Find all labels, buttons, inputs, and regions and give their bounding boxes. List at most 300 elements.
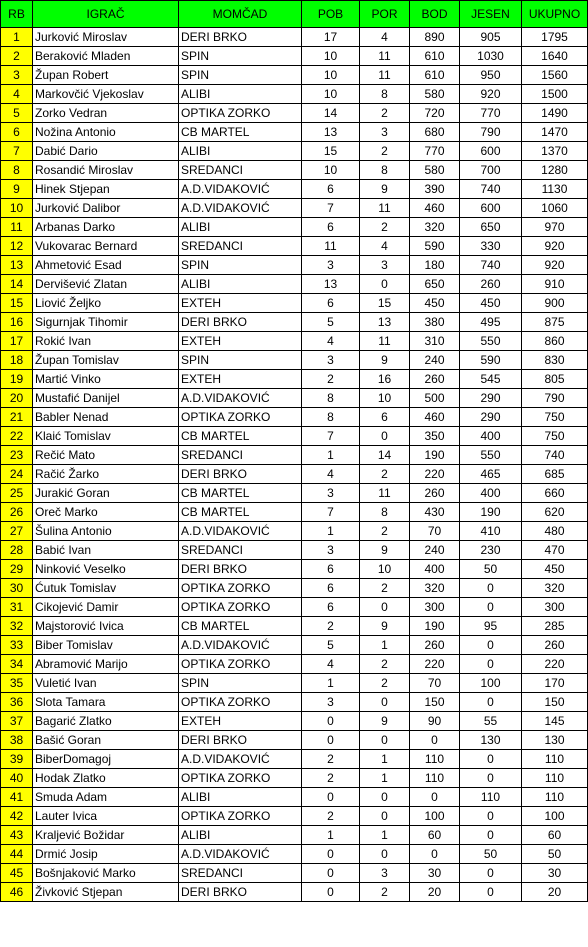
cell-player[interactable]: Zorko Vedran [33, 104, 179, 123]
cell-autumn[interactable]: 95 [460, 617, 522, 636]
cell-losses[interactable]: 9 [360, 541, 410, 560]
cell-player[interactable]: Dervišević Zlatan [33, 275, 179, 294]
cell-wins[interactable]: 6 [302, 218, 360, 237]
cell-rb[interactable]: 7 [1, 142, 33, 161]
cell-rb[interactable]: 44 [1, 845, 33, 864]
cell-team[interactable]: A.D.VIDAKOVIĆ [179, 845, 302, 864]
cell-team[interactable]: EXTEH [179, 712, 302, 731]
cell-points[interactable]: 60 [410, 826, 460, 845]
cell-points[interactable]: 460 [410, 199, 460, 218]
cell-autumn[interactable]: 545 [460, 370, 522, 389]
cell-team[interactable]: CB MARTEL [179, 503, 302, 522]
cell-total[interactable]: 920 [522, 237, 588, 256]
cell-total[interactable]: 260 [522, 636, 588, 655]
header-rb[interactable]: RB [1, 1, 33, 28]
cell-wins[interactable]: 3 [302, 541, 360, 560]
cell-autumn[interactable]: 290 [460, 389, 522, 408]
cell-rb[interactable]: 39 [1, 750, 33, 769]
cell-autumn[interactable]: 950 [460, 66, 522, 85]
cell-points[interactable]: 460 [410, 408, 460, 427]
cell-wins[interactable]: 10 [302, 47, 360, 66]
cell-autumn[interactable]: 100 [460, 674, 522, 693]
cell-losses[interactable]: 2 [360, 218, 410, 237]
cell-autumn[interactable]: 0 [460, 864, 522, 883]
cell-wins[interactable]: 8 [302, 408, 360, 427]
cell-wins[interactable]: 0 [302, 731, 360, 750]
cell-player[interactable]: Liović Željko [33, 294, 179, 313]
header-total[interactable]: UKUPNO [522, 1, 588, 28]
header-team[interactable]: MOMČAD [179, 1, 302, 28]
cell-wins[interactable]: 13 [302, 275, 360, 294]
cell-autumn[interactable]: 0 [460, 883, 522, 902]
cell-total[interactable]: 450 [522, 560, 588, 579]
cell-autumn[interactable]: 0 [460, 579, 522, 598]
cell-points[interactable]: 260 [410, 636, 460, 655]
cell-points[interactable]: 190 [410, 617, 460, 636]
cell-rb[interactable]: 20 [1, 389, 33, 408]
cell-total[interactable]: 900 [522, 294, 588, 313]
cell-wins[interactable]: 4 [302, 332, 360, 351]
cell-points[interactable]: 380 [410, 313, 460, 332]
cell-player[interactable]: Račić Žarko [33, 465, 179, 484]
cell-total[interactable]: 830 [522, 351, 588, 370]
cell-wins[interactable]: 3 [302, 256, 360, 275]
cell-player[interactable]: BiberDomagoj [33, 750, 179, 769]
cell-autumn[interactable]: 790 [460, 123, 522, 142]
cell-autumn[interactable]: 495 [460, 313, 522, 332]
cell-points[interactable]: 320 [410, 579, 460, 598]
cell-player[interactable]: Bagarić Zlatko [33, 712, 179, 731]
cell-points[interactable]: 300 [410, 598, 460, 617]
cell-points[interactable]: 450 [410, 294, 460, 313]
cell-losses[interactable]: 0 [360, 731, 410, 750]
cell-autumn[interactable]: 0 [460, 636, 522, 655]
cell-autumn[interactable]: 130 [460, 731, 522, 750]
header-points[interactable]: BOD [410, 1, 460, 28]
cell-points[interactable]: 430 [410, 503, 460, 522]
cell-autumn[interactable]: 0 [460, 807, 522, 826]
cell-player[interactable]: Rečić Mato [33, 446, 179, 465]
cell-total[interactable]: 170 [522, 674, 588, 693]
cell-autumn[interactable]: 550 [460, 446, 522, 465]
cell-total[interactable]: 620 [522, 503, 588, 522]
cell-wins[interactable]: 4 [302, 655, 360, 674]
cell-losses[interactable]: 11 [360, 484, 410, 503]
cell-wins[interactable]: 0 [302, 845, 360, 864]
cell-rb[interactable]: 24 [1, 465, 33, 484]
cell-points[interactable]: 580 [410, 85, 460, 104]
cell-rb[interactable]: 45 [1, 864, 33, 883]
cell-total[interactable]: 1370 [522, 142, 588, 161]
cell-team[interactable]: OPTIKA ZORKO [179, 408, 302, 427]
cell-total[interactable]: 910 [522, 275, 588, 294]
cell-player[interactable]: Hinek Stjepan [33, 180, 179, 199]
cell-autumn[interactable]: 110 [460, 788, 522, 807]
cell-team[interactable]: SPIN [179, 256, 302, 275]
cell-team[interactable]: SPIN [179, 47, 302, 66]
cell-total[interactable]: 1130 [522, 180, 588, 199]
cell-total[interactable]: 660 [522, 484, 588, 503]
cell-total[interactable]: 110 [522, 769, 588, 788]
cell-losses[interactable]: 1 [360, 769, 410, 788]
cell-team[interactable]: CB MARTEL [179, 484, 302, 503]
cell-points[interactable]: 310 [410, 332, 460, 351]
cell-autumn[interactable]: 290 [460, 408, 522, 427]
cell-rb[interactable]: 3 [1, 66, 33, 85]
cell-points[interactable]: 90 [410, 712, 460, 731]
cell-wins[interactable]: 3 [302, 693, 360, 712]
cell-rb[interactable]: 37 [1, 712, 33, 731]
cell-losses[interactable]: 2 [360, 142, 410, 161]
cell-total[interactable]: 920 [522, 256, 588, 275]
cell-player[interactable]: Hodak Zlatko [33, 769, 179, 788]
cell-team[interactable]: SPIN [179, 351, 302, 370]
cell-points[interactable]: 110 [410, 750, 460, 769]
cell-points[interactable]: 680 [410, 123, 460, 142]
cell-wins[interactable]: 0 [302, 864, 360, 883]
cell-points[interactable]: 610 [410, 66, 460, 85]
cell-total[interactable]: 150 [522, 693, 588, 712]
cell-team[interactable]: A.D.VIDAKOVIĆ [179, 522, 302, 541]
cell-player[interactable]: Babler Nenad [33, 408, 179, 427]
cell-points[interactable]: 30 [410, 864, 460, 883]
cell-player[interactable]: Rosandić Miroslav [33, 161, 179, 180]
cell-points[interactable]: 0 [410, 845, 460, 864]
cell-losses[interactable]: 0 [360, 427, 410, 446]
cell-autumn[interactable]: 740 [460, 180, 522, 199]
cell-points[interactable]: 610 [410, 47, 460, 66]
cell-points[interactable]: 70 [410, 674, 460, 693]
cell-player[interactable]: Oreč Marko [33, 503, 179, 522]
cell-losses[interactable]: 2 [360, 465, 410, 484]
cell-total[interactable]: 860 [522, 332, 588, 351]
header-player[interactable]: IGRAČ [33, 1, 179, 28]
cell-wins[interactable]: 2 [302, 807, 360, 826]
cell-losses[interactable]: 8 [360, 85, 410, 104]
cell-team[interactable]: EXTEH [179, 294, 302, 313]
cell-losses[interactable]: 1 [360, 636, 410, 655]
cell-losses[interactable]: 9 [360, 712, 410, 731]
cell-player[interactable]: Bošnjaković Marko [33, 864, 179, 883]
cell-wins[interactable]: 6 [302, 579, 360, 598]
cell-autumn[interactable]: 650 [460, 218, 522, 237]
cell-autumn[interactable]: 0 [460, 769, 522, 788]
cell-wins[interactable]: 1 [302, 674, 360, 693]
cell-team[interactable]: OPTIKA ZORKO [179, 104, 302, 123]
cell-autumn[interactable]: 0 [460, 598, 522, 617]
cell-team[interactable]: CB MARTEL [179, 427, 302, 446]
cell-total[interactable]: 750 [522, 408, 588, 427]
cell-player[interactable]: Župan Robert [33, 66, 179, 85]
cell-player[interactable]: Arbanas Darko [33, 218, 179, 237]
cell-player[interactable]: Smuda Adam [33, 788, 179, 807]
cell-team[interactable]: A.D.VIDAKOVIĆ [179, 199, 302, 218]
cell-wins[interactable]: 6 [302, 294, 360, 313]
cell-wins[interactable]: 6 [302, 598, 360, 617]
cell-losses[interactable]: 0 [360, 845, 410, 864]
cell-player[interactable]: Markovčić Vjekoslav [33, 85, 179, 104]
cell-losses[interactable]: 2 [360, 104, 410, 123]
cell-wins[interactable]: 7 [302, 427, 360, 446]
cell-losses[interactable]: 9 [360, 351, 410, 370]
cell-rb[interactable]: 46 [1, 883, 33, 902]
cell-rb[interactable]: 31 [1, 598, 33, 617]
cell-rb[interactable]: 2 [1, 47, 33, 66]
cell-autumn[interactable]: 905 [460, 28, 522, 47]
cell-team[interactable]: OPTIKA ZORKO [179, 579, 302, 598]
cell-losses[interactable]: 2 [360, 522, 410, 541]
cell-rb[interactable]: 17 [1, 332, 33, 351]
cell-team[interactable]: DERI BRKO [179, 560, 302, 579]
cell-points[interactable]: 260 [410, 484, 460, 503]
cell-rb[interactable]: 19 [1, 370, 33, 389]
cell-points[interactable]: 400 [410, 560, 460, 579]
cell-rb[interactable]: 1 [1, 28, 33, 47]
cell-wins[interactable]: 6 [302, 180, 360, 199]
cell-team[interactable]: OPTIKA ZORKO [179, 769, 302, 788]
cell-player[interactable]: Mustafić Danijel [33, 389, 179, 408]
cell-losses[interactable]: 11 [360, 332, 410, 351]
cell-team[interactable]: ALIBI [179, 218, 302, 237]
cell-losses[interactable]: 0 [360, 275, 410, 294]
cell-losses[interactable]: 15 [360, 294, 410, 313]
cell-rb[interactable]: 14 [1, 275, 33, 294]
cell-team[interactable]: ALIBI [179, 142, 302, 161]
cell-points[interactable]: 20 [410, 883, 460, 902]
cell-total[interactable]: 470 [522, 541, 588, 560]
cell-points[interactable]: 770 [410, 142, 460, 161]
cell-total[interactable]: 740 [522, 446, 588, 465]
cell-team[interactable]: EXTEH [179, 332, 302, 351]
cell-autumn[interactable]: 410 [460, 522, 522, 541]
cell-points[interactable]: 150 [410, 693, 460, 712]
cell-wins[interactable]: 5 [302, 313, 360, 332]
cell-rb[interactable]: 40 [1, 769, 33, 788]
cell-points[interactable]: 720 [410, 104, 460, 123]
cell-points[interactable]: 190 [410, 446, 460, 465]
cell-rb[interactable]: 9 [1, 180, 33, 199]
cell-losses[interactable]: 3 [360, 256, 410, 275]
cell-rb[interactable]: 11 [1, 218, 33, 237]
cell-team[interactable]: CB MARTEL [179, 617, 302, 636]
cell-rb[interactable]: 35 [1, 674, 33, 693]
cell-rb[interactable]: 12 [1, 237, 33, 256]
cell-rb[interactable]: 8 [1, 161, 33, 180]
cell-autumn[interactable]: 0 [460, 693, 522, 712]
cell-autumn[interactable]: 50 [460, 845, 522, 864]
cell-player[interactable]: Babić Ivan [33, 541, 179, 560]
cell-autumn[interactable]: 590 [460, 351, 522, 370]
cell-player[interactable]: Ahmetović Esad [33, 256, 179, 275]
cell-player[interactable]: Nožina Antonio [33, 123, 179, 142]
cell-losses[interactable]: 3 [360, 864, 410, 883]
cell-losses[interactable]: 16 [360, 370, 410, 389]
cell-rb[interactable]: 28 [1, 541, 33, 560]
cell-rb[interactable]: 38 [1, 731, 33, 750]
cell-points[interactable]: 220 [410, 465, 460, 484]
cell-rb[interactable]: 6 [1, 123, 33, 142]
cell-autumn[interactable]: 230 [460, 541, 522, 560]
cell-team[interactable]: SPIN [179, 66, 302, 85]
cell-autumn[interactable]: 770 [460, 104, 522, 123]
cell-losses[interactable]: 2 [360, 579, 410, 598]
cell-autumn[interactable]: 260 [460, 275, 522, 294]
cell-autumn[interactable]: 0 [460, 826, 522, 845]
cell-points[interactable]: 180 [410, 256, 460, 275]
cell-points[interactable]: 580 [410, 161, 460, 180]
cell-losses[interactable]: 11 [360, 199, 410, 218]
cell-losses[interactable]: 11 [360, 66, 410, 85]
cell-player[interactable]: Slota Tamara [33, 693, 179, 712]
cell-player[interactable]: Vukovarac Bernard [33, 237, 179, 256]
cell-total[interactable]: 110 [522, 750, 588, 769]
cell-total[interactable]: 1470 [522, 123, 588, 142]
cell-rb[interactable]: 30 [1, 579, 33, 598]
cell-player[interactable]: Abramović Marijo [33, 655, 179, 674]
cell-losses[interactable]: 0 [360, 807, 410, 826]
cell-points[interactable]: 240 [410, 541, 460, 560]
cell-losses[interactable]: 2 [360, 674, 410, 693]
cell-autumn[interactable]: 920 [460, 85, 522, 104]
cell-team[interactable]: ALIBI [179, 85, 302, 104]
cell-autumn[interactable]: 600 [460, 142, 522, 161]
cell-player[interactable]: Beraković Mladen [33, 47, 179, 66]
cell-total[interactable]: 30 [522, 864, 588, 883]
cell-wins[interactable]: 2 [302, 617, 360, 636]
cell-player[interactable]: Cikojević Damir [33, 598, 179, 617]
cell-losses[interactable]: 2 [360, 883, 410, 902]
cell-player[interactable]: Rokić Ivan [33, 332, 179, 351]
cell-player[interactable]: Ninković Veselko [33, 560, 179, 579]
cell-team[interactable]: OPTIKA ZORKO [179, 807, 302, 826]
cell-points[interactable]: 390 [410, 180, 460, 199]
cell-player[interactable]: Sigurnjak Tihomir [33, 313, 179, 332]
cell-total[interactable]: 480 [522, 522, 588, 541]
cell-losses[interactable]: 11 [360, 47, 410, 66]
cell-total[interactable]: 220 [522, 655, 588, 674]
cell-points[interactable]: 0 [410, 788, 460, 807]
cell-autumn[interactable]: 450 [460, 294, 522, 313]
cell-points[interactable]: 110 [410, 769, 460, 788]
cell-team[interactable]: OPTIKA ZORKO [179, 598, 302, 617]
cell-losses[interactable]: 3 [360, 123, 410, 142]
cell-autumn[interactable]: 550 [460, 332, 522, 351]
cell-player[interactable]: Jurković Dalibor [33, 199, 179, 218]
cell-player[interactable]: Vuletić Ivan [33, 674, 179, 693]
cell-points[interactable]: 890 [410, 28, 460, 47]
cell-rb[interactable]: 21 [1, 408, 33, 427]
cell-wins[interactable]: 14 [302, 104, 360, 123]
cell-total[interactable]: 20 [522, 883, 588, 902]
cell-points[interactable]: 590 [410, 237, 460, 256]
cell-total[interactable]: 1490 [522, 104, 588, 123]
cell-total[interactable]: 320 [522, 579, 588, 598]
cell-rb[interactable]: 26 [1, 503, 33, 522]
cell-rb[interactable]: 27 [1, 522, 33, 541]
cell-player[interactable]: Majstorović Ivica [33, 617, 179, 636]
cell-total[interactable]: 1640 [522, 47, 588, 66]
cell-total[interactable]: 300 [522, 598, 588, 617]
header-autumn[interactable]: JESEN [460, 1, 522, 28]
cell-autumn[interactable]: 330 [460, 237, 522, 256]
cell-player[interactable]: Šulina Antonio [33, 522, 179, 541]
cell-team[interactable]: EXTEH [179, 370, 302, 389]
cell-autumn[interactable]: 600 [460, 199, 522, 218]
cell-total[interactable]: 60 [522, 826, 588, 845]
cell-player[interactable]: Kraljević Božidar [33, 826, 179, 845]
cell-autumn[interactable]: 400 [460, 484, 522, 503]
cell-team[interactable]: DERI BRKO [179, 465, 302, 484]
cell-wins[interactable]: 8 [302, 389, 360, 408]
cell-wins[interactable]: 2 [302, 769, 360, 788]
cell-total[interactable]: 685 [522, 465, 588, 484]
cell-autumn[interactable]: 465 [460, 465, 522, 484]
cell-losses[interactable]: 9 [360, 617, 410, 636]
cell-team[interactable]: A.D.VIDAKOVIĆ [179, 180, 302, 199]
cell-player[interactable]: Bašić Goran [33, 731, 179, 750]
cell-team[interactable]: SREDANCI [179, 541, 302, 560]
cell-autumn[interactable]: 50 [460, 560, 522, 579]
cell-team[interactable]: CB MARTEL [179, 123, 302, 142]
cell-total[interactable]: 1500 [522, 85, 588, 104]
cell-rb[interactable]: 33 [1, 636, 33, 655]
cell-rb[interactable]: 18 [1, 351, 33, 370]
cell-wins[interactable]: 1 [302, 446, 360, 465]
cell-wins[interactable]: 6 [302, 560, 360, 579]
cell-team[interactable]: OPTIKA ZORKO [179, 693, 302, 712]
cell-wins[interactable]: 10 [302, 161, 360, 180]
cell-rb[interactable]: 36 [1, 693, 33, 712]
cell-rb[interactable]: 32 [1, 617, 33, 636]
header-wins[interactable]: POB [302, 1, 360, 28]
cell-player[interactable]: Jurakić Goran [33, 484, 179, 503]
cell-team[interactable]: SPIN [179, 674, 302, 693]
cell-wins[interactable]: 3 [302, 484, 360, 503]
cell-rb[interactable]: 23 [1, 446, 33, 465]
cell-player[interactable]: Župan Tomislav [33, 351, 179, 370]
cell-total[interactable]: 1560 [522, 66, 588, 85]
cell-wins[interactable]: 1 [302, 826, 360, 845]
cell-rb[interactable]: 13 [1, 256, 33, 275]
cell-autumn[interactable]: 1030 [460, 47, 522, 66]
cell-total[interactable]: 750 [522, 427, 588, 446]
cell-losses[interactable]: 10 [360, 560, 410, 579]
cell-total[interactable]: 100 [522, 807, 588, 826]
cell-losses[interactable]: 0 [360, 788, 410, 807]
cell-rb[interactable]: 42 [1, 807, 33, 826]
cell-rb[interactable]: 43 [1, 826, 33, 845]
cell-player[interactable]: Živković Stjepan [33, 883, 179, 902]
cell-total[interactable]: 1060 [522, 199, 588, 218]
cell-points[interactable]: 0 [410, 731, 460, 750]
cell-wins[interactable]: 0 [302, 712, 360, 731]
cell-autumn[interactable]: 400 [460, 427, 522, 446]
cell-points[interactable]: 70 [410, 522, 460, 541]
cell-rb[interactable]: 15 [1, 294, 33, 313]
cell-total[interactable]: 970 [522, 218, 588, 237]
cell-rb[interactable]: 5 [1, 104, 33, 123]
cell-losses[interactable]: 4 [360, 28, 410, 47]
cell-player[interactable]: Martić Vinko [33, 370, 179, 389]
cell-wins[interactable]: 5 [302, 636, 360, 655]
cell-points[interactable]: 650 [410, 275, 460, 294]
cell-player[interactable]: Ćutuk Tomislav [33, 579, 179, 598]
cell-points[interactable]: 260 [410, 370, 460, 389]
cell-wins[interactable]: 3 [302, 351, 360, 370]
cell-wins[interactable]: 13 [302, 123, 360, 142]
cell-wins[interactable]: 10 [302, 66, 360, 85]
cell-rb[interactable]: 10 [1, 199, 33, 218]
